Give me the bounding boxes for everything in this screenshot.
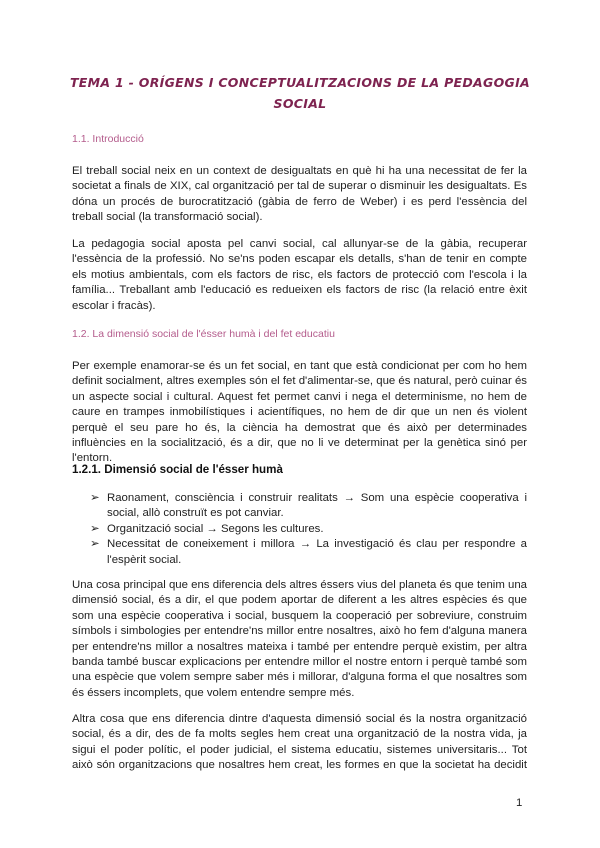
list-item-text: Necessitat de coneixement i millora → La investigació és clau per respondre a l'espèrit social. xyxy=(107,538,527,566)
arrow-bullet-icon: ➢ xyxy=(90,538,100,551)
paragraph: Una cosa principal que ens diferencia dels altres éssers vius del planeta és que tenim una dimensió social, és a dir, el que podem aportar de diferent a les altres espècies és que som una espècie cooperativa i social, busquem la cooperació per sobreviure, construim símbols i simbologies per entendre'ns millor entre nosaltres, això ho fem d'alguna manera per entendre'ns millor a nosaltres mateixa i també per entendre perquè existim, per altra banda també buscar explicacions per entendre millor el nostre entorn i perquè també som una espècie que volem sempre saber més i millorar, d'alguna forma el que nosaltres som és éssers incomplets, que volem entendre sempre més. xyxy=(72,579,527,699)
paragraph: Per exemple enamorar-se és un fet social, en tant que està condicionat per com ho hem definit socialment, altres exemples són el fet d'alimentar-se, que és natural, però cuinar és un aspecte social i cultural. Aquest fet permet canvi i nega el determinisme, no hem de caure en trampes inmobilístiques i acientífiques, no hem de dir que un nen és violent perquè el seu pare ho és, la ciència ha demostrat que és això per determinades influències en la socialització, és a dir, que no li ve determinat per la genètica sinó per l'entorn. xyxy=(72,360,527,465)
page-number: 1 xyxy=(516,797,523,809)
arrow-bullet-icon: ➢ xyxy=(90,522,100,535)
list-item xyxy=(90,537,527,568)
list-item xyxy=(90,491,527,522)
list-item-text: Organització social → Segons les cultures. xyxy=(107,522,324,535)
paragraph: La pedagogia social aposta pel canvi social, cal allunyar-se de la gàbia, recuperar l'essència de la professió. No se'ns poden escapar els detalls, s'han de tenir en compte els motius ambientals, com els factors de risc, els factors de protecció com l'escola i la família... Treballant amb l'educació es redueixen els factors de risc (la relació entre èxit escolar i fracàs). xyxy=(72,238,527,312)
list-item-text: Raonament, consciència i construir realitats → Som una espècie cooperativa i social, allò construït es pot canviar. xyxy=(107,492,527,520)
paragraph: Altra cosa que ens diferencia dintre d'aquesta dimensió social és la nostra organització social, és a dir, des de fa molts segles hem creat una organització de la nostra vida, ja sigui el poder polític, el poder judicial, el sistema educatiu, sistemes universitaris... Tot això són organitzacions que nosaltres hem creat, les formes en que la societat ha decidit xyxy=(72,713,527,772)
bullet-list xyxy=(90,491,527,568)
arrow-bullet-icon: ➢ xyxy=(90,492,100,504)
paragraph: El treball social neix en un context de desigualtats en què hi ha una necessitat de fer la societat a finals de XIX, cal organització per tal de superar o disminuir les desigualtats. Es dóna un procés de burocratització (gàbia de ferro de Weber) i es perd l'essència del treball social (la transformació social). xyxy=(72,165,527,224)
section-heading-introduccio: 1.1. Introducció xyxy=(72,133,144,145)
document-title: TEMA 1 - ORÍGENS I CONCEPTUALITZACIONS DE LA PEDAGOGIA SOCIAL xyxy=(69,75,530,111)
subsection-heading: 1.2.1. Dimensió social de l'ésser humà xyxy=(72,463,283,476)
list-item xyxy=(90,522,527,537)
section-heading-dimensio-social: 1.2. La dimensió social de l'ésser humà i del fet educatiu xyxy=(72,328,335,340)
